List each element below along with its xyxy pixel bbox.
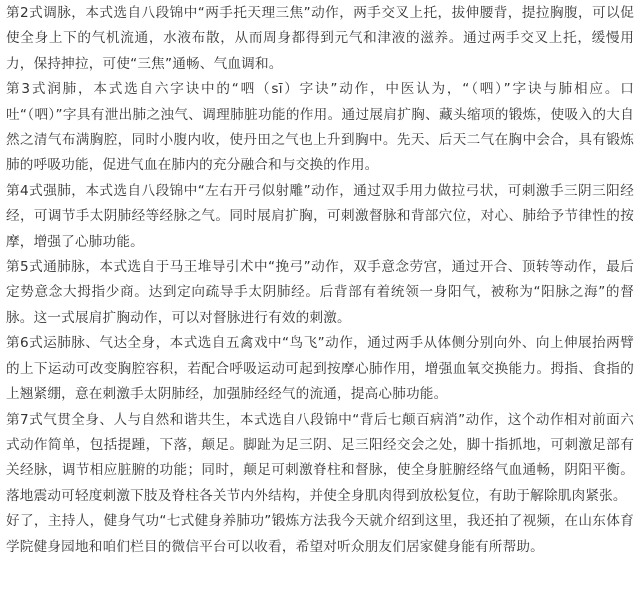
paragraph-style-2: 第2式调脉，本式选自八段锦中“两手托天理三焦”动作，两手交叉上托，拔伸腰背，提拉胸腹，可以促使全身上下的气机流通，水液布散，从而周身都得到元气和津液的滋养。通过两手交叉上托，缓慢用力，保持抻拉，可使“三焦”通畅、气血调和。: [6, 5, 634, 72]
paragraph-style-5: 第5式通肺脉，本式选自于马王堆导引术中“挽弓”动作，双手意念劳宫，通过开合、顶转等动作，最后定势意念大拇指少商。达到定向疏导手太阴肺经。后背部有着统领一身阳气，被称为“阳脉之海”的督脉。这一式展肩扩胸动作，可以对督脉进行有效的刺激。: [6, 259, 634, 326]
paragraph-style-6: 第6式运肺脉、气达全身，本式选自五禽戏中“鸟飞”动作，通过两手从体侧分别向外、向上伸展抬两臂的上下运动可改变胸腔容积，若配合呼吸运动可起到按摩心肺作用，增强血氧交换能力。拇指、食指的上翘紧绷，意在刺激手太阴肺经，加强肺经经气的流通，提高心肺功能。: [6, 335, 634, 403]
paragraph-style-7: 第7式气贯全身、人与自然和谐共生，本式选自八段锦中“背后七颠百病消”动作，这个动作相对前面六式动作简单，包括提踵，下落，颠足。脚趾为足三阴、足三阳经交会之处，脚十指抓地，可刺激足部有关经脉，调节相应脏腑的功能；同时，颠足可刺激脊柱和督脉，使全身脏腑经络气血通畅，阴阳平衡。落地震动可轻度刺激下肢及脊柱各关节内外结构，并使全身肌肉得到放松复位，有助于解除肌肉紧张。: [6, 411, 634, 504]
paragraph-style-3: 第3式润肺，本式选自六字诀中的“呬（sī）字诀”动作，中医认为，“（呬）”字诀与肺相应。口吐“（呬）”字具有泄出肺之浊气、调理肺脏功能的作用。通过展肩扩胸、藏头缩项的锻炼，使吸入的大自然之清气布满胸腔，同时小腹内收，使丹田之气也上升到胸中。先天、后天二气在胸中会合，具有锻炼肺的呼吸功能，促进气血在肺内的充分融合和与交换的作用。: [6, 81, 634, 174]
paragraph-closing: 好了，主持人，健身气功“七式健身养肺功”锻炼方法我今天就介绍到这里，我还拍了视频，在山东体育学院健身园地和咱们栏目的微信平台可以收看，希望对听众朋友们居家健身能有所帮助。: [6, 513, 634, 555]
paragraph-style-4: 第4式强肺，本式选自八段锦中“左右开弓似射雕”动作，通过双手用力做拉弓状，可刺激手三阴三阳经经，可调节手太阴肺经等经脉之气。同时展肩扩胸，可刺激督脉和背部穴位，对心、肺给予节律性的按摩，增强了心肺功能。: [6, 182, 634, 250]
